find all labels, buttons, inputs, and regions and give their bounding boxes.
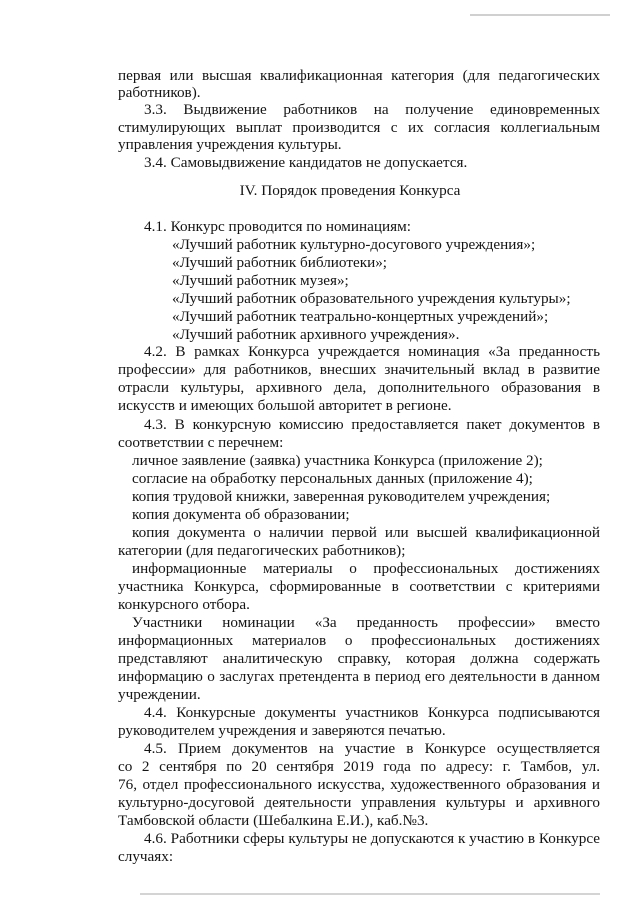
text-line: 4.6. Работники сферы культуры не допускаются к участию в Конкурсе (144, 830, 600, 847)
list-item: «Лучший работник культурно-досугового учреждения»; (172, 236, 536, 253)
text-line: представляют аналитическую справку, которая должна содержать (118, 650, 600, 667)
text-line: конкурсного отбора. (118, 596, 250, 613)
text-line: Тамбовской области (Шебалкина Е.И.), каб.№3. (118, 812, 429, 829)
text-line: профессии» для работников, внесших значительный вклад в развитие (118, 361, 600, 378)
text-line: 4.1. Конкурс проводится по номинациям: (144, 218, 411, 235)
text-line: искусств и имеющих большой авторитет в регионе. (118, 397, 452, 414)
list-item: копия документа о наличии первой или высшей квалификационной (132, 524, 600, 541)
text-line: информационных материалов о профессиональных достижениях (118, 632, 600, 649)
list-item: личное заявление (заявка) участника Конкурса (приложение 2); (132, 452, 543, 469)
text-line: 4.4. Конкурсные документы участников Конкурса подписываются (144, 704, 600, 721)
text-line: управления учреждения культуры. (118, 136, 342, 153)
text-line: культурно-досуговой деятельности управления культуры и архивного (118, 794, 600, 811)
text-line: первая или высшая квалификационная категория (для педагогических (118, 67, 600, 84)
list-item: «Лучший работник библиотеки»; (172, 254, 388, 271)
text-line: учреждении. (118, 686, 201, 703)
text-line: информацию о заслугах претендента в период его деятельности в данном (118, 668, 600, 685)
list-item: «Лучший работник музея»; (172, 272, 349, 289)
text-line: 3.3. Выдвижение работников на получение единовременных (144, 101, 600, 118)
text-line: Участники номинации «За преданность профессии» вместо (132, 614, 600, 631)
text-line: со 2 сентября по 20 сентября 2019 года по адресу: г. Тамбов, ул. (118, 758, 600, 775)
text-line: руководителем учреждения и заверяются печатью. (118, 722, 446, 739)
section-heading: IV. Порядок проведения Конкурса (239, 182, 461, 199)
list-item: «Лучший работник театрально-концертных учреждений»; (172, 308, 549, 325)
list-item: согласие на обработку персональных данных (приложение 4); (132, 470, 533, 487)
text-line: работников). (118, 84, 201, 101)
list-item: информационные материалы о профессиональных достижениях (132, 560, 600, 577)
text-line: 76, отдел профессионального искусства, художественного образования и (118, 776, 600, 793)
list-item: копия трудовой книжки, заверенная руководителем учреждения; (132, 488, 551, 505)
text-line: категории (для педагогических работников); (118, 542, 406, 559)
list-item: копия документа об образовании; (132, 506, 350, 523)
text-line: случаях: (118, 848, 174, 865)
text-line: участника Конкурса, сформированные в соответствии с критериями (118, 578, 600, 595)
text-line: 4.5. Прием документов на участие в Конкурсе осуществляется (144, 740, 600, 757)
text-line: соответствии с перечнем: (118, 434, 284, 451)
text-line: стимулирующих выплат производится с их согласия коллегиальным (118, 119, 600, 136)
text-line: 3.4. Самовыдвижение кандидатов не допускается. (144, 154, 468, 171)
text-line: отрасли культуры, архивного дела, дополнительного образования в (118, 379, 600, 396)
list-item: «Лучший работник образовательного учреждения культуры»; (172, 290, 571, 307)
scan-artifact (140, 893, 600, 895)
text-line: 4.2. В рамках Конкурса учреждается номинация «За преданность (144, 343, 600, 360)
scan-artifact (470, 14, 610, 16)
list-item: «Лучший работник архивного учреждения». (172, 326, 460, 343)
text-line: 4.3. В конкурсную комиссию предоставляется пакет документов в (144, 416, 600, 433)
